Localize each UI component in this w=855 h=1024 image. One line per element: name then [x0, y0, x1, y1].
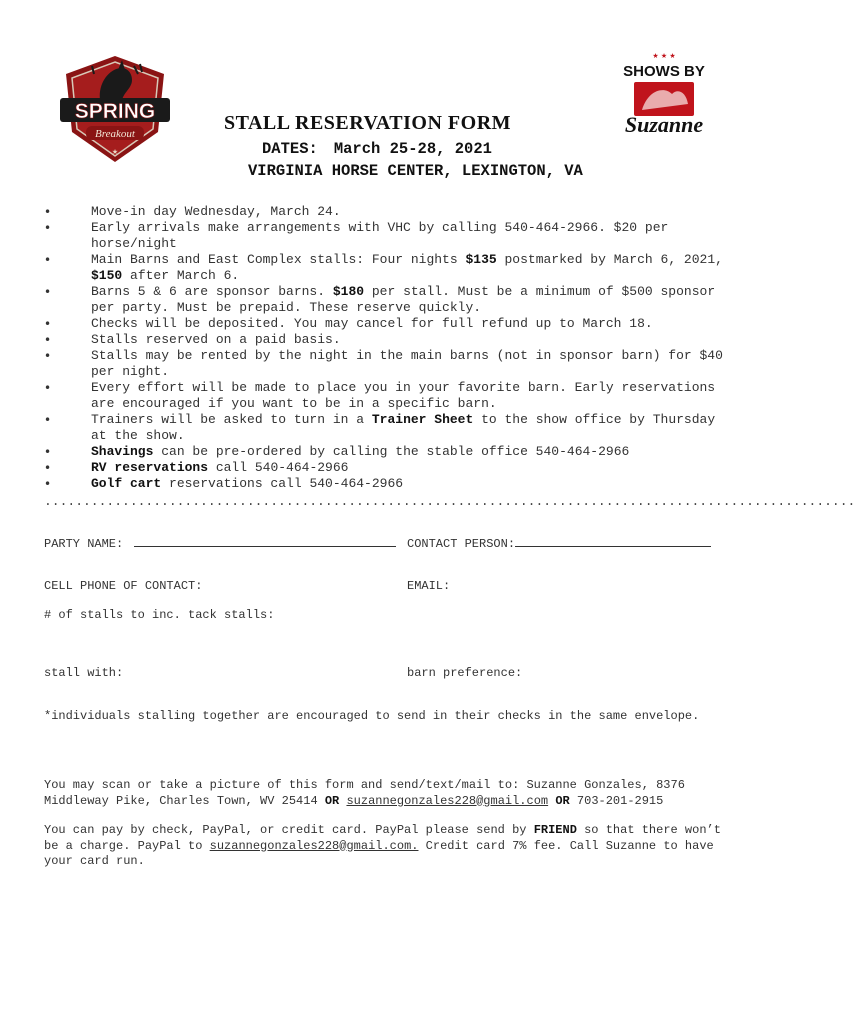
svg-text:Breakout: Breakout: [95, 128, 135, 140]
dotted-separator: ........................................................................................................: [44, 494, 855, 509]
list-item: • Golf cart reservations call 540-464-2966: [44, 476, 404, 491]
email-field[interactable]: EMAIL:: [407, 579, 451, 593]
payment-instructions: You can pay by check, PayPal, or credit card. PayPal please send by FRIEND so that there won’t be a charge. PayPal to suzannegonzales228@gmail.com. Credit card 7% fee. Call Suzanne to have your card run.: [44, 823, 721, 868]
contact-person-field[interactable]: [407, 536, 711, 551]
form-title: STALL RESERVATION FORM: [224, 112, 512, 134]
list-item: • Stalls may be rented by the night in the main barns (not in sponsor barn) for $40 per night.: [44, 348, 723, 379]
party-name-label: PARTY NAME:: [44, 537, 124, 551]
list-item: • Move-in day Wednesday, March 24.: [44, 204, 341, 219]
contact-person-label: CONTACT PERSON:: [407, 537, 516, 551]
stalls-count-field[interactable]: # of stalls to inc. tack stalls:: [44, 608, 275, 622]
list-item: • Trainers will be asked to turn in a Trainer Sheet to the show office by Thursday at the show.: [44, 412, 716, 443]
svg-text:SPRING: SPRING: [74, 100, 156, 123]
list-item: • Shavings can be pre-ordered by calling the stable office 540-464-2966: [44, 444, 630, 459]
spring-breakout-logo: [60, 52, 170, 166]
party-name-field[interactable]: [44, 536, 396, 551]
shows-by-suzanne-logo: [612, 50, 716, 144]
svg-text:Suzanne: Suzanne: [624, 112, 704, 137]
email-link[interactable]: suzannegonzales228@gmail.com: [346, 793, 549, 808]
list-item: • Every effort will be made to place you in your favorite barn. Early reservations are encouraged if you want to be in a specific barn.: [44, 380, 716, 411]
svg-text:★: ★: [111, 148, 119, 156]
send-instructions: You may scan or take a picture of this form and send/text/mail to: Suzanne Gonzales, 8376 Middleway Pike, Charles Town, WV 25414 OR suzannegonzales228@gmail.com OR 703-201-2915: [44, 778, 685, 808]
list-item: • Early arrivals make arrangements with VHC by calling 540-464-2966. $20 per horse/night: [44, 220, 669, 251]
checks-note: *individuals stalling together are encouraged to send in their checks in the same envelope.: [44, 709, 700, 723]
list-item: • Checks will be deposited. You may cancel for full refund up to March 18.: [44, 316, 653, 331]
dates-label: DATES:: [262, 140, 318, 158]
paypal-email-link[interactable]: suzannegonzales228@gmail.com.: [209, 838, 419, 853]
stall-with-field[interactable]: stall with:: [44, 666, 124, 680]
info-bullet-list: [44, 204, 734, 492]
barn-preference-field[interactable]: barn preference:: [407, 666, 523, 680]
party-name-line[interactable]: [134, 536, 396, 547]
cell-phone-field[interactable]: CELL PHONE OF CONTACT:: [44, 579, 203, 593]
dates-line: [262, 140, 492, 158]
contact-person-line[interactable]: [515, 536, 711, 547]
list-item: • Barns 5 & 6 are sponsor barns. $180 per stall. Must be a minimum of $500 sponsor per party. Must be prepaid. These reserve quickly.: [44, 284, 716, 315]
svg-text:SHOWS BY: SHOWS BY: [623, 63, 705, 80]
list-item: • Stalls reserved on a paid basis.: [44, 332, 341, 347]
svg-text:★ ★ ★: ★ ★ ★: [652, 52, 676, 60]
list-item: • Main Barns and East Complex stalls: Four nights $135 postmarked by March 6, 2021, $150 after March 6.: [44, 252, 723, 283]
venue-line: VIRGINIA HORSE CENTER, LEXINGTON, VA: [248, 162, 583, 180]
list-item: • RV reservations call 540-464-2966: [44, 460, 349, 475]
dates-value: March 25-28, 2021: [333, 140, 492, 158]
